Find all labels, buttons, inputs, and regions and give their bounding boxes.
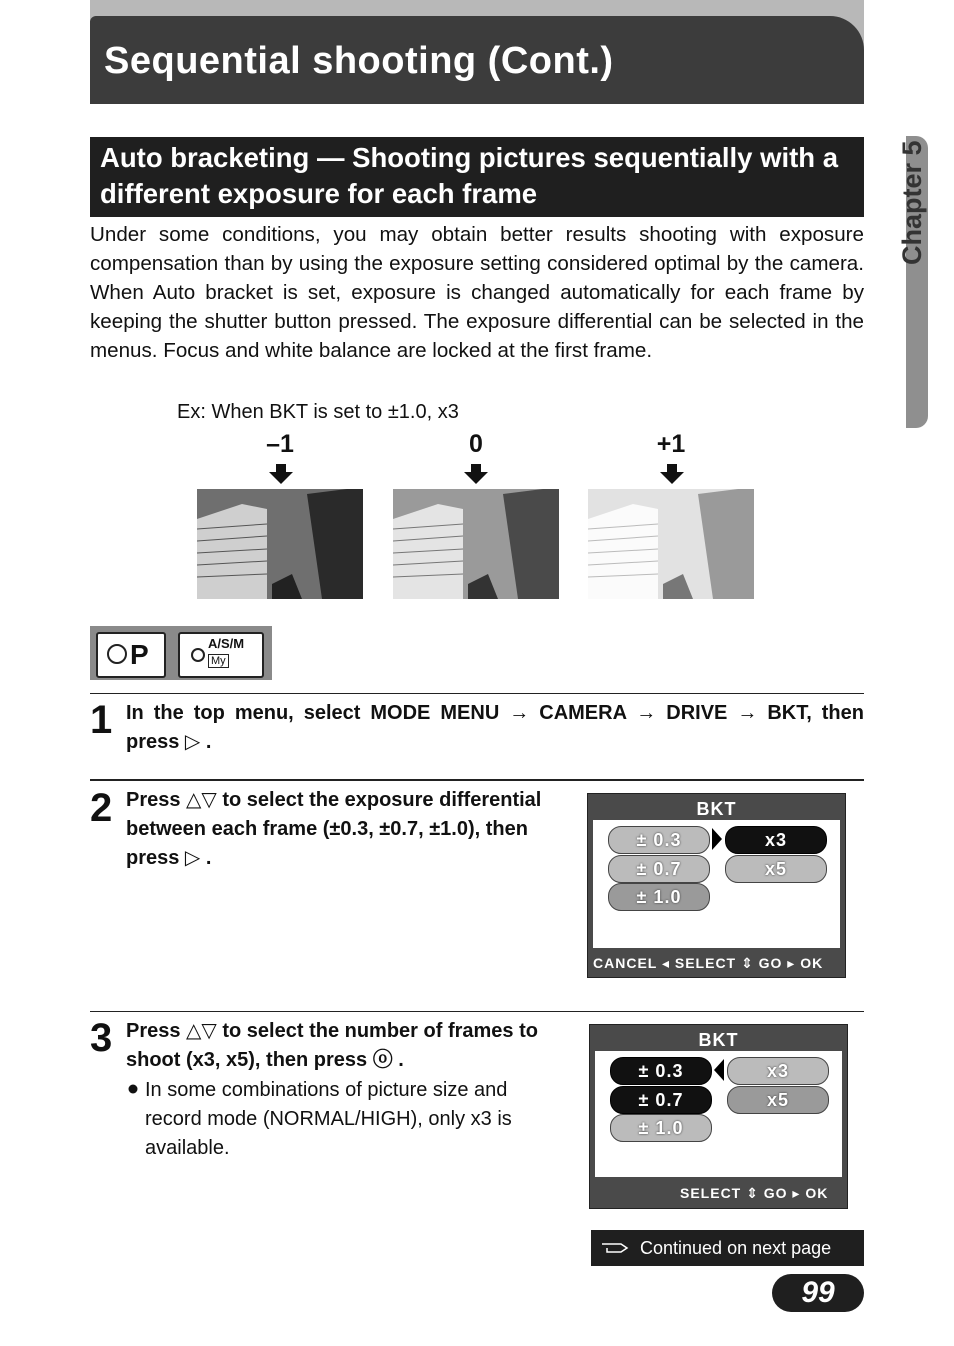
bullet-icon	[128, 1083, 140, 1095]
option-x3[interactable]: x3	[727, 1057, 829, 1085]
exposure-label-minus: –1	[266, 430, 294, 458]
lcd-screen-frames	[589, 1024, 848, 1209]
page-title: Sequential shooting (Cont.)	[104, 40, 614, 82]
intro-paragraph: Under some conditions, you may obtain better results shooting with exposure compensation than by using the exposure setting considered optimal by the camera. When Auto bracket is set, exposure is changed automatically for each frame by keeping the shutter button pressed. The exposure differential can be selected in the menus. Focus and white balance are locked at the first frame.	[90, 223, 864, 362]
step-3-note: In some combinations of picture size and record mode (NORMAL/HIGH), only x3 is available.	[145, 1079, 512, 1159]
continued-banner	[591, 1230, 864, 1266]
arrow-down-icon	[659, 464, 685, 484]
example-caption: Ex: When BKT is set to ±1.0, x3	[177, 401, 459, 423]
option-0-7[interactable]: ± 0.7	[608, 855, 710, 883]
photo-overexposed	[588, 489, 754, 599]
option-x5[interactable]: x5	[725, 855, 827, 883]
lcd-bottom-bar: SELECT ⇕ GO ▸ OK	[680, 1185, 829, 1201]
lcd-screen-exposure	[587, 793, 846, 978]
option-0-3[interactable]: ± 0.3	[610, 1057, 712, 1085]
step-3-number: 3	[90, 1016, 113, 1060]
mode-asm-card	[178, 632, 264, 678]
step-1-text: In the top menu, select MODE MENU → CAMERA → DRIVE → BKT, then press ▷ .	[126, 702, 864, 753]
section-title: Auto bracketing — Shooting pictures sequentially with a different exposure for each frame	[100, 142, 839, 209]
mode-my-label: My	[208, 654, 229, 668]
step-3-text: Press △▽ to select the number of frames to shoot (x3, x5), then press ⓞ .	[126, 1020, 538, 1071]
photo-normal	[393, 489, 559, 599]
option-x5[interactable]: x5	[727, 1086, 829, 1114]
mode-p-card	[96, 632, 166, 678]
mode-dial-icon	[106, 643, 128, 665]
continued-text: Continued on next page	[640, 1238, 832, 1258]
option-1-0[interactable]: ± 1.0	[610, 1114, 712, 1142]
arrow-down-icon	[268, 464, 294, 484]
step-2-number: 2	[90, 786, 113, 830]
divider	[90, 779, 864, 781]
option-0-7[interactable]: ± 0.7	[610, 1086, 712, 1114]
mode-p-label: P	[130, 639, 149, 670]
page-number: 99	[801, 1276, 835, 1309]
photo-underexposed	[197, 489, 363, 599]
mode-asm-label: A/S/M	[208, 636, 245, 651]
lcd-title: BKT	[698, 1030, 739, 1050]
step-1-number: 1	[90, 698, 113, 742]
exposure-label-zero: 0	[469, 430, 483, 458]
exposure-label-plus: +1	[656, 430, 686, 458]
step-2-text: Press △▽ to select the exposure differential between each frame (±0.3, ±0.7, ±1.0), then press ▷ .	[126, 789, 542, 869]
divider	[90, 1011, 864, 1012]
lcd-title: BKT	[696, 799, 737, 819]
lcd-bottom-bar: CANCEL ◂ SELECT ⇕ GO ▸ OK	[593, 955, 824, 971]
divider	[90, 693, 864, 694]
arrow-down-icon	[463, 464, 489, 484]
mode-dial-icon	[190, 647, 206, 663]
option-1-0[interactable]: ± 1.0	[608, 883, 710, 911]
option-0-3[interactable]: ± 0.3	[608, 826, 710, 854]
selection-arrow-icon	[714, 1059, 724, 1081]
chapter-label: Chapter 5	[897, 140, 927, 265]
pointing-hand-icon	[601, 1241, 629, 1255]
option-x3[interactable]: x3	[725, 826, 827, 854]
selection-arrow-icon	[712, 828, 722, 850]
